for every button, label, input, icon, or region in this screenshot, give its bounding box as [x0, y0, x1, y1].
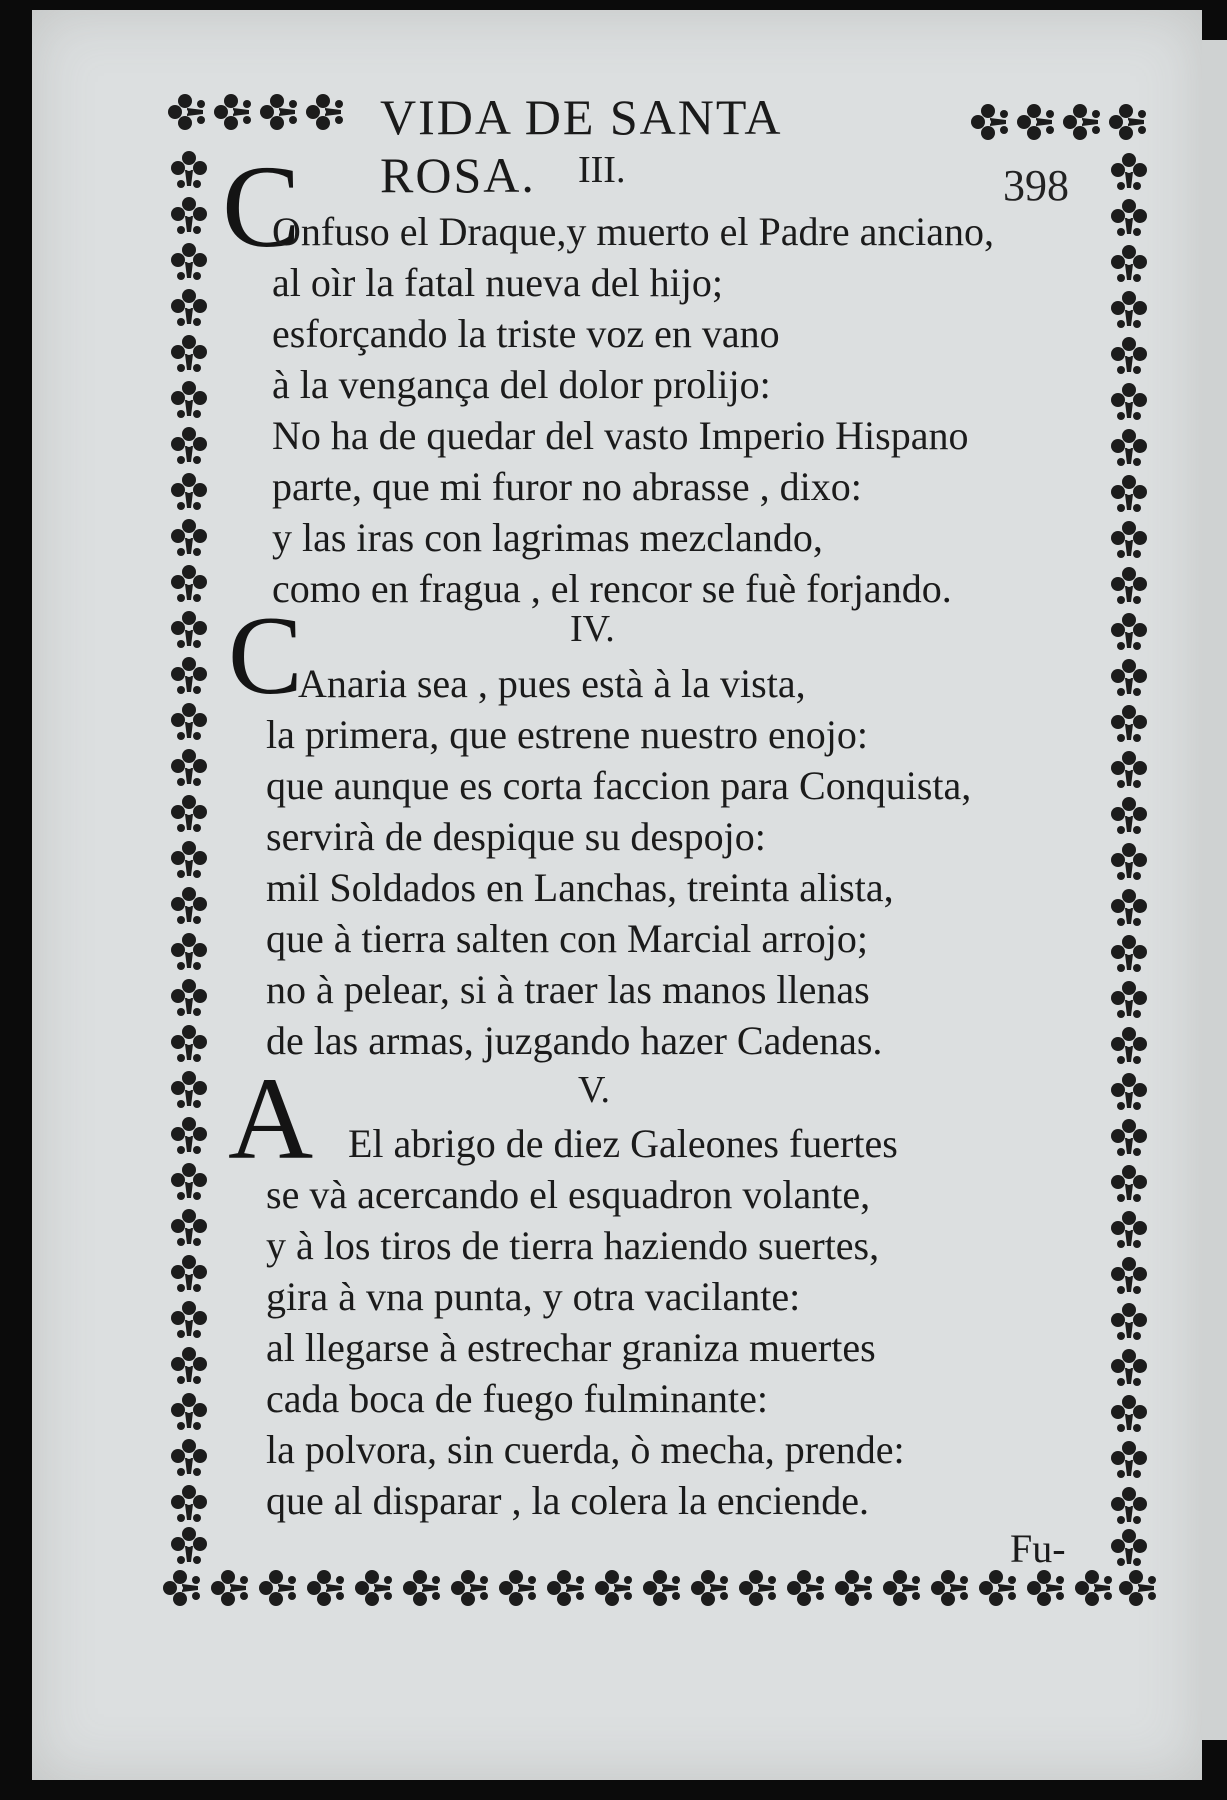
verse-line: la primera, que estrene nuestro enojo:: [266, 712, 868, 757]
stanza-number-iv: IV.: [570, 608, 615, 650]
verse-line: se và acercando el esquadron volante,: [266, 1172, 871, 1217]
ornament-border-top-left: [165, 84, 355, 140]
verse-line: cada boca de fuego fulminante:: [266, 1376, 768, 1421]
verse-line: esforçando la triste voz en vano: [272, 311, 780, 356]
verse-line: no à pelear, si à traer las manos llenas: [266, 967, 870, 1012]
ornament-border-left: [160, 148, 218, 1568]
verse-line: El abrigo de diez Galeones fuertes: [348, 1121, 898, 1166]
verse-line: Onfuso el Draque,y muerto el Padre anciano,: [272, 209, 994, 254]
verse-line: de las armas, juzgando hazer Cadenas.: [266, 1018, 883, 1063]
drop-cap-c: C: [222, 141, 301, 272]
verse-line: como en fragua , el rencor se fuè forjando.: [272, 566, 952, 611]
verse-line: que à tierra salten con Marcial arrojo;: [266, 916, 868, 961]
adjacent-page-edge: [1202, 40, 1227, 1740]
stanza-iii-first-line: [272, 206, 994, 257]
stanza-v-lines: [266, 1169, 905, 1526]
verse-line: al llegarse à estrechar graniza muertes: [266, 1325, 876, 1370]
stanza-number-v: V.: [578, 1069, 611, 1111]
verse-line: y à los tiros de tierra haziendo suertes,: [266, 1223, 880, 1268]
stanza-iv-first-line: [298, 658, 806, 709]
verse-line: y las iras con lagrimas mezclando,: [272, 515, 823, 560]
verse-line: gira à vna punta, y otra vacilante:: [266, 1274, 801, 1319]
verse-line: que aunque es corta faccion para Conquista,: [266, 763, 972, 808]
stanza-iv-lines: [266, 709, 971, 1066]
ornament-border-top-right: [968, 94, 1158, 150]
verse-line: No ha de quedar del vasto Imperio Hispano: [272, 413, 969, 458]
catchword: Fu-: [1010, 1526, 1066, 1571]
verse-line: al oìr la fatal nueva del hijo;: [272, 260, 723, 305]
running-head: VIDA DE SANTA ROSA.: [380, 89, 780, 203]
stanza-iii-lines: [272, 257, 968, 614]
verse-line: la polvora, sin cuerda, ò mecha, prende:: [266, 1427, 905, 1472]
drop-cap-a: A: [228, 1053, 314, 1184]
verse-line: Anaria sea , pues està à la vista,: [298, 661, 806, 706]
verse-line: que al disparar , la colera la enciende.: [266, 1478, 870, 1523]
drop-cap-c: C: [228, 594, 303, 718]
verse-line: parte, que mi furor no abrasse , dixo:: [272, 464, 862, 509]
verse-line: à la vengança del dolor prolijo:: [272, 362, 771, 407]
stanza-number-iii: III.: [578, 149, 626, 191]
stanza-v-first-line: [348, 1118, 898, 1169]
page-number: 398: [1003, 161, 1069, 210]
ornament-border-right: [1100, 150, 1158, 1570]
verse-line: servirà de despique su despojo:: [266, 814, 766, 859]
verse-line: mil Soldados en Lanchas, treinta alista,: [266, 865, 894, 910]
